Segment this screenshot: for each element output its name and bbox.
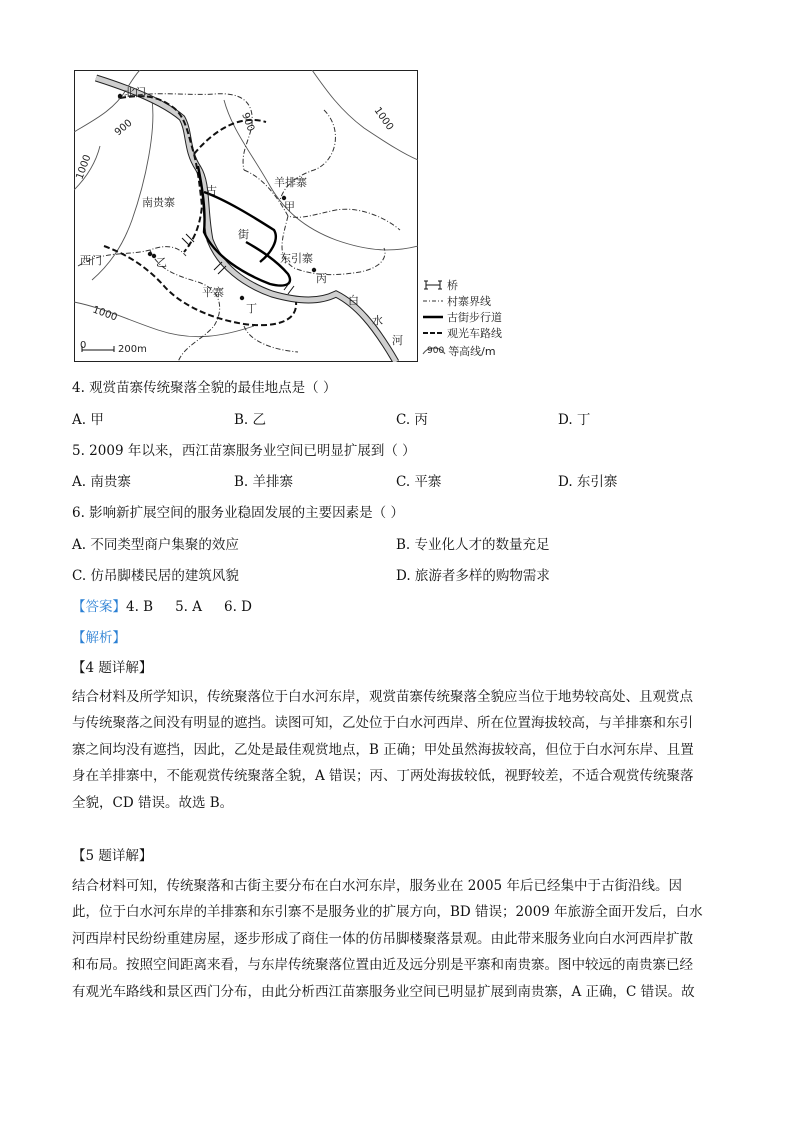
legend-tour-route	[422, 326, 502, 340]
old-street-symbol-icon	[422, 311, 444, 323]
label-bai: 白	[348, 294, 359, 307]
q6-option-b: B. 专业化人才的数量充足	[396, 537, 550, 553]
detail-5-line: 和布局。按照空间距离来看，与东岸传统聚落位置由近及远分别是平寨和南贵寨。图中较远的南贵寨已经	[72, 957, 693, 974]
label-pingzhai: 平寨	[202, 286, 224, 299]
detail-4-line: 与传统聚落之间没有明显的遮挡。读图可知，乙处位于白水河西岸、所在位置海拔较高，与羊排寨和东引	[72, 715, 693, 732]
legend-village-boundary	[422, 294, 491, 308]
analysis-tag: 【解析】	[72, 630, 126, 646]
question-5-stem: 5. 2009 年以来，西江苗寨服务业空间已明显扩展到（ ）	[72, 443, 416, 459]
q4-option-c: C. 丙	[396, 412, 428, 428]
legend-village-boundary-label: 村寨界线	[447, 295, 491, 308]
answer-tag: 【答案】	[72, 599, 126, 615]
legend-bridge-label: 桥	[447, 279, 458, 292]
contour-label-1000-sw: 1000	[90, 304, 119, 324]
answer-line	[72, 597, 252, 617]
answer-6: 6. D	[224, 599, 253, 615]
label-yangpaizhai: 羊排寨	[274, 176, 307, 189]
q5-option-c: C. 平寨	[396, 474, 442, 490]
contour-label-1000-west: 1000	[74, 153, 94, 182]
q5-option-a: A. 南贵寨	[72, 474, 131, 490]
legend-old-street-label: 古街步行道	[447, 311, 502, 324]
detail-5-line: 有观光车路线和景区西门分布，由此分析西江苗寨服务业空间已明显扩展到南贵寨，A 正确，C 错误。故	[72, 983, 695, 1000]
legend-contour-label: 等高线/m	[448, 345, 496, 358]
detail-4-title: 【4 题详解】	[72, 660, 153, 676]
label-dongyinzhai: 东引寨	[280, 252, 313, 265]
q6-option-a: A. 不同类型商户集聚的效应	[72, 537, 239, 553]
village-map	[74, 70, 418, 362]
tour-route-symbol-icon	[422, 327, 444, 339]
contour-label-900-north: 900	[239, 111, 257, 133]
village-boundary-symbol-icon	[422, 295, 444, 307]
q4-option-d: D. 丁	[558, 412, 591, 428]
question-6-stem: 6. 影响新扩展空间的服务业稳固发展的主要因素是（ ）	[72, 505, 404, 521]
legend-old-street	[422, 310, 502, 324]
label-ximen: 西门	[80, 254, 102, 267]
label-gu: 古	[206, 184, 217, 197]
label-nanguizhai: 南贵寨	[142, 196, 175, 209]
q4-option-b: B. 乙	[234, 412, 267, 428]
scale-label: 200m	[118, 344, 147, 355]
detail-5-line: 河西岸村民纷纷重建房屋，逐步形成了商住一体的仿吊脚楼聚落景观。由此带来服务业向白水河西岸扩散	[72, 930, 693, 947]
contour-label-900-west: 900	[112, 117, 135, 139]
detail-4-line: 全貌，CD 错误。故选 B。	[72, 794, 234, 811]
detail-4-line: 寨之间均没有遮挡，因此，乙处是最佳观赏地点，B 正确；甲处虽然海拔较高，但位于白水河东岸、且置	[72, 741, 694, 758]
detail-5-line: 结合材料可知，传统聚落和古街主要分布在白水河东岸，服务业在 2005 年后已经集中于古街沿线。因	[72, 878, 682, 894]
detail-5-body	[72, 873, 724, 1005]
label-bing: 丙	[316, 272, 327, 285]
question-4-stem: 4. 观赏苗寨传统聚落全貌的最佳地点是（ ）	[72, 380, 337, 396]
detail-5-title: 【5 题详解】	[72, 848, 153, 864]
label-beimen: 北门	[124, 86, 146, 99]
detail-5-line: 此，位于白水河东岸的羊排寨和东引寨不是服务业的扩展方向，BD 错误；2009 年旅游全面开发后，白水	[72, 904, 703, 921]
legend-contour-value: 900	[427, 346, 445, 356]
label-yi: 乙	[156, 256, 167, 269]
label-shui: 水	[372, 314, 383, 327]
scale-zero: 0	[80, 340, 87, 351]
answer-5: 5. A	[175, 599, 203, 615]
q6-option-c: C. 仿吊脚楼民居的建筑风貌	[72, 568, 239, 584]
label-jie: 街	[238, 228, 249, 241]
map-legend	[422, 276, 542, 362]
detail-4-line: 结合材料及所学知识，传统聚落位于白水河东岸，观赏苗寨传统聚落全貌应当位于地势较高处、且观赏点	[72, 689, 693, 705]
label-ding: 丁	[246, 302, 257, 315]
legend-bridge	[422, 278, 458, 292]
label-he: 河	[392, 334, 403, 347]
bridge-symbol-icon	[422, 279, 444, 291]
label-jia: 甲	[284, 200, 295, 213]
q4-option-a: A. 甲	[72, 412, 104, 428]
detail-4-body	[72, 684, 724, 816]
answer-4: 4. B	[126, 599, 154, 615]
legend-tour-route-label: 观光车路线	[447, 327, 502, 340]
contour-label-1000-ne: 1000	[371, 105, 396, 133]
q5-option-d: D. 东引寨	[558, 474, 618, 490]
q6-option-d: D. 旅游者多样的购物需求	[396, 568, 550, 584]
detail-4-line: 身在羊排寨中，不能观赏传统聚落全貌，A 错误；丙、丁两处海拔较低，视野较差，不适合观赏传统聚落	[72, 768, 694, 785]
legend-contour	[422, 344, 496, 358]
q5-option-b: B. 羊排寨	[234, 474, 294, 490]
